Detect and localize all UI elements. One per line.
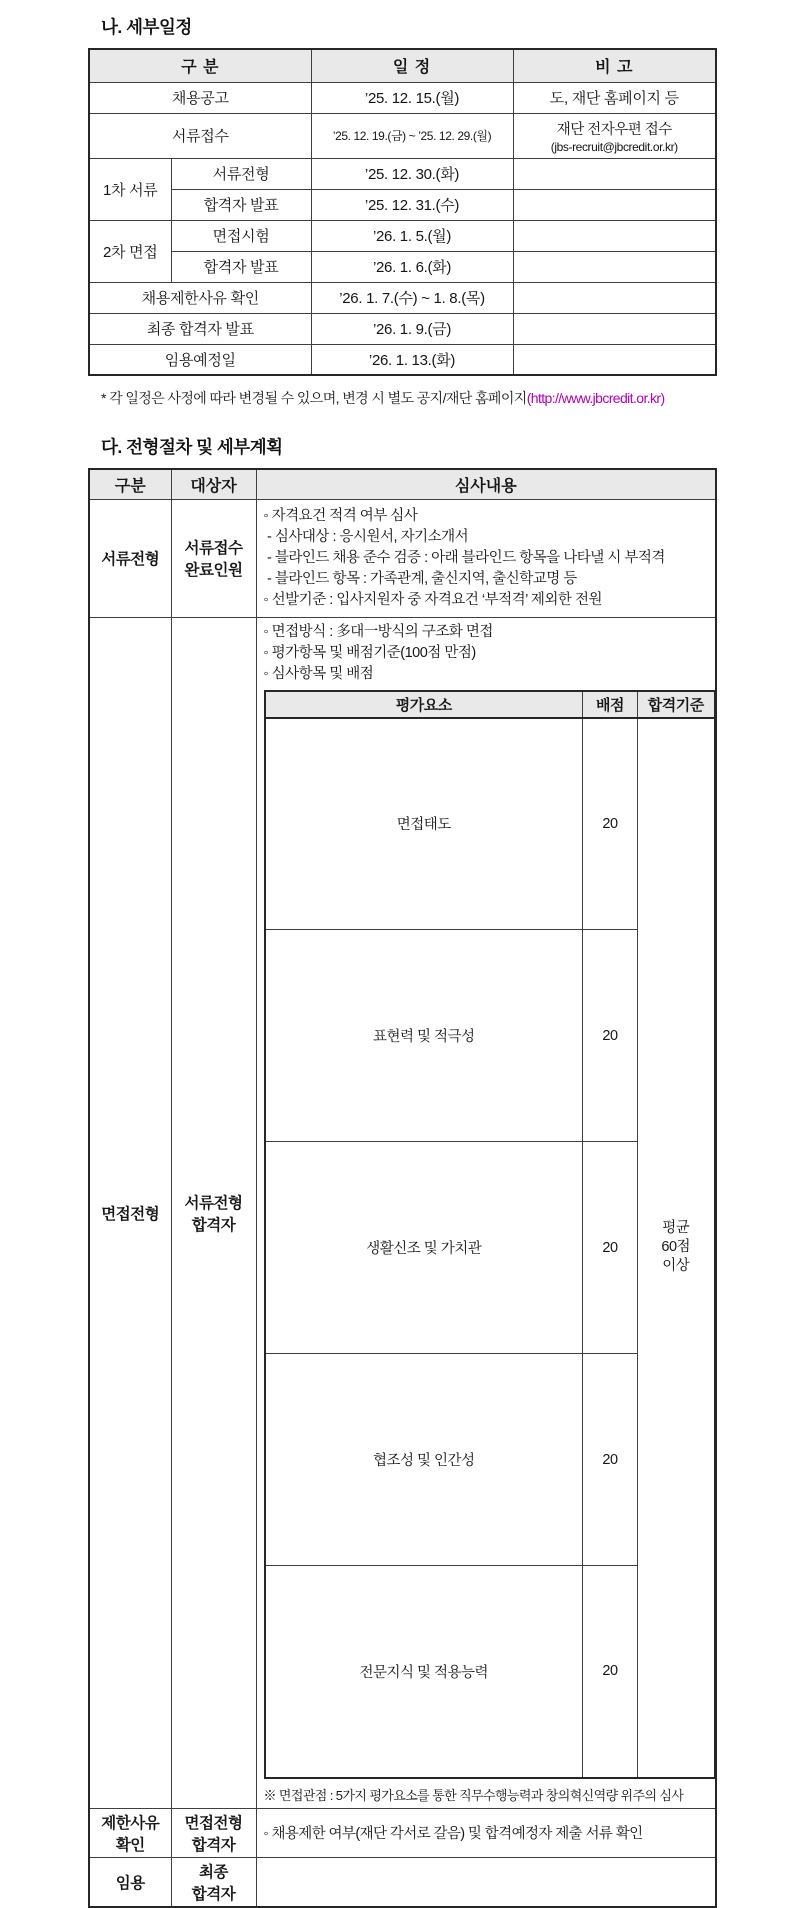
bullet-line: ◦ 면접방식 : 多대一방식의 구조화 면접 xyxy=(263,623,493,640)
row-category: 채용공고 xyxy=(89,82,311,113)
target-line: 완료인원 xyxy=(184,562,243,579)
row-note xyxy=(513,282,716,313)
eval-factor: 표현력 및 적극성 xyxy=(265,930,583,1142)
row-date: ’26. 1. 9.(금) xyxy=(311,313,513,344)
process-table-header-row xyxy=(89,469,716,499)
process-header-category: 구분 xyxy=(89,469,171,499)
row-category: 임용예정일 xyxy=(89,344,311,375)
schedule-table xyxy=(88,48,717,376)
eval-factor: 면접태도 xyxy=(265,718,583,930)
row-note: 도, 재단 홈페이지 등 xyxy=(513,82,716,113)
process-header-content: 심사내용 xyxy=(256,469,716,499)
row-target xyxy=(171,1857,256,1907)
row-note xyxy=(513,158,716,189)
row-step: 면접시험 xyxy=(171,220,311,251)
row-category: 임용 xyxy=(89,1857,171,1907)
row-content xyxy=(256,1857,716,1907)
row-target xyxy=(171,499,256,617)
eval-points: 20 xyxy=(583,930,638,1142)
footnote-text: * 각 일정은 사정에 따라 변경될 수 있으며, 변경 시 별도 공지/재단 홈페이지 xyxy=(101,390,527,406)
note-main-text: 재단 전자우편 접수 xyxy=(556,121,672,138)
section-b-heading: 나. 세부일정 xyxy=(101,17,192,37)
target-line: 서류접수 xyxy=(184,540,243,557)
bullet-line: - 블라인드 항목 : 가족관계, 출신지역, 출신학교명 등 xyxy=(263,570,577,587)
row-date: ’25. 12. 30.(화) xyxy=(311,158,513,189)
target-line: 합격자 xyxy=(191,1885,236,1903)
table-row-restriction xyxy=(89,1808,716,1857)
section-c-heading: 다. 전형절차 및 세부계획 xyxy=(101,437,283,457)
note-email-text: (jbs-recruit@jbcredit.or.kr) xyxy=(550,139,678,154)
table-row xyxy=(89,82,716,113)
table-row xyxy=(89,189,716,220)
criteria-line: 평균 xyxy=(662,1220,690,1236)
row-target xyxy=(171,617,256,1808)
eval-points: 20 xyxy=(583,1566,638,1778)
target-line: 서류전형 xyxy=(184,1194,243,1212)
evaluation-row xyxy=(265,718,715,930)
row-date: ’25. 12. 15.(월) xyxy=(311,82,513,113)
category-line: 제한사유 xyxy=(101,1814,160,1832)
row-category: 서류접수 xyxy=(89,113,311,158)
table-row xyxy=(89,220,716,251)
row-date: ’25. 12. 31.(수) xyxy=(311,189,513,220)
criteria-line: 이상 xyxy=(662,1258,690,1274)
eval-criteria xyxy=(638,718,715,1778)
row-note xyxy=(513,113,716,158)
table-row xyxy=(89,251,716,282)
process-header-target: 대상자 xyxy=(171,469,256,499)
row-category: 채용제한사유 확인 xyxy=(89,282,311,313)
row-date: ’26. 1. 7.(수) ~ 1. 8.(목) xyxy=(311,282,513,313)
row-category: 서류전형 xyxy=(89,499,171,617)
table-row xyxy=(89,282,716,313)
row-date: ’26. 1. 13.(화) xyxy=(311,344,513,375)
evaluation-table xyxy=(264,690,716,1779)
row-step: 서류전형 xyxy=(171,158,311,189)
bullet-line: - 블라인드 채용 준수 검증 : 아래 블라인드 항목을 나타낼 시 부적격 xyxy=(263,549,665,566)
target-line: 면접전형 xyxy=(184,1814,243,1832)
table-row xyxy=(89,313,716,344)
table-row-appointment xyxy=(89,1857,716,1907)
eval-header-criteria: 합격기준 xyxy=(638,691,715,718)
row-content xyxy=(256,617,716,1808)
target-line: 최종 xyxy=(199,1863,228,1881)
row-date: ’26. 1. 5.(월) xyxy=(311,220,513,251)
bullet-line: ◦ 심사항목 및 배점 xyxy=(263,665,374,682)
bullet-line: ◦ 채용제한 여부(재단 각서로 갈음) 및 합격예정자 제출 서류 확인 xyxy=(263,1826,643,1842)
bullet-line: ◦ 평가항목 및 배점기준(100점 만점) xyxy=(263,644,476,661)
evaluation-note: ※ 면접관점 : 5가지 평가요소를 통한 직무수행능력과 창의혁신역량 위주의 심사 xyxy=(263,1787,684,1803)
row-note xyxy=(513,189,716,220)
eval-header-factor: 평가요소 xyxy=(265,691,583,718)
eval-points: 20 xyxy=(583,718,638,930)
footnote-url-link[interactable]: (http://www.jbcredit.or.kr) xyxy=(526,390,665,406)
row-date: ’25. 12. 19.(금) ~ ’25. 12. 29.(월) xyxy=(311,113,513,158)
criteria-line: 60점 xyxy=(661,1239,691,1255)
schedule-header-note: 비 고 xyxy=(513,49,716,82)
table-row-interview xyxy=(89,617,716,1808)
schedule-header-date: 일 정 xyxy=(311,49,513,82)
row-step: 합격자 발표 xyxy=(171,251,311,282)
target-line: 합격자 xyxy=(191,1216,236,1234)
row-group: 2차 면접 xyxy=(89,220,171,282)
row-note xyxy=(513,220,716,251)
table-row xyxy=(89,344,716,375)
bullet-line: ◦ 선발기준 : 입사지원자 중 자격요건 ‘부적격’ 제외한 전원 xyxy=(263,591,602,608)
table-row xyxy=(89,113,716,158)
row-date: ’26. 1. 6.(화) xyxy=(311,251,513,282)
row-category: 최종 합격자 발표 xyxy=(89,313,311,344)
row-content xyxy=(256,499,716,617)
table-row xyxy=(89,158,716,189)
bullet-line: ◦ 자격요건 적격 여부 심사 xyxy=(263,507,418,524)
category-line: 확인 xyxy=(115,1836,145,1854)
table-row-screening xyxy=(89,499,716,617)
row-note xyxy=(513,313,716,344)
eval-points: 20 xyxy=(583,1354,638,1566)
row-target xyxy=(171,1808,256,1857)
eval-factor: 전문지식 및 적용능력 xyxy=(265,1566,583,1778)
bullet-line: - 심사대상 : 응시원서, 자기소개서 xyxy=(263,528,469,545)
row-group: 1차 서류 xyxy=(89,158,171,220)
evaluation-header-row xyxy=(265,691,715,718)
eval-factor: 생활신조 및 가치관 xyxy=(265,1142,583,1354)
row-note xyxy=(513,251,716,282)
schedule-footnote xyxy=(101,388,715,408)
schedule-header-category: 구 분 xyxy=(89,49,311,82)
eval-header-points: 배점 xyxy=(583,691,638,718)
row-content xyxy=(256,1808,716,1857)
row-step: 합격자 발표 xyxy=(171,189,311,220)
row-category xyxy=(89,1808,171,1857)
eval-factor: 협조성 및 인간성 xyxy=(265,1354,583,1566)
row-category: 면접전형 xyxy=(89,617,171,1808)
eval-points: 20 xyxy=(583,1142,638,1354)
process-table xyxy=(88,468,717,1908)
row-note xyxy=(513,344,716,375)
schedule-table-header-row xyxy=(89,49,716,82)
target-line: 합격자 xyxy=(191,1836,236,1854)
